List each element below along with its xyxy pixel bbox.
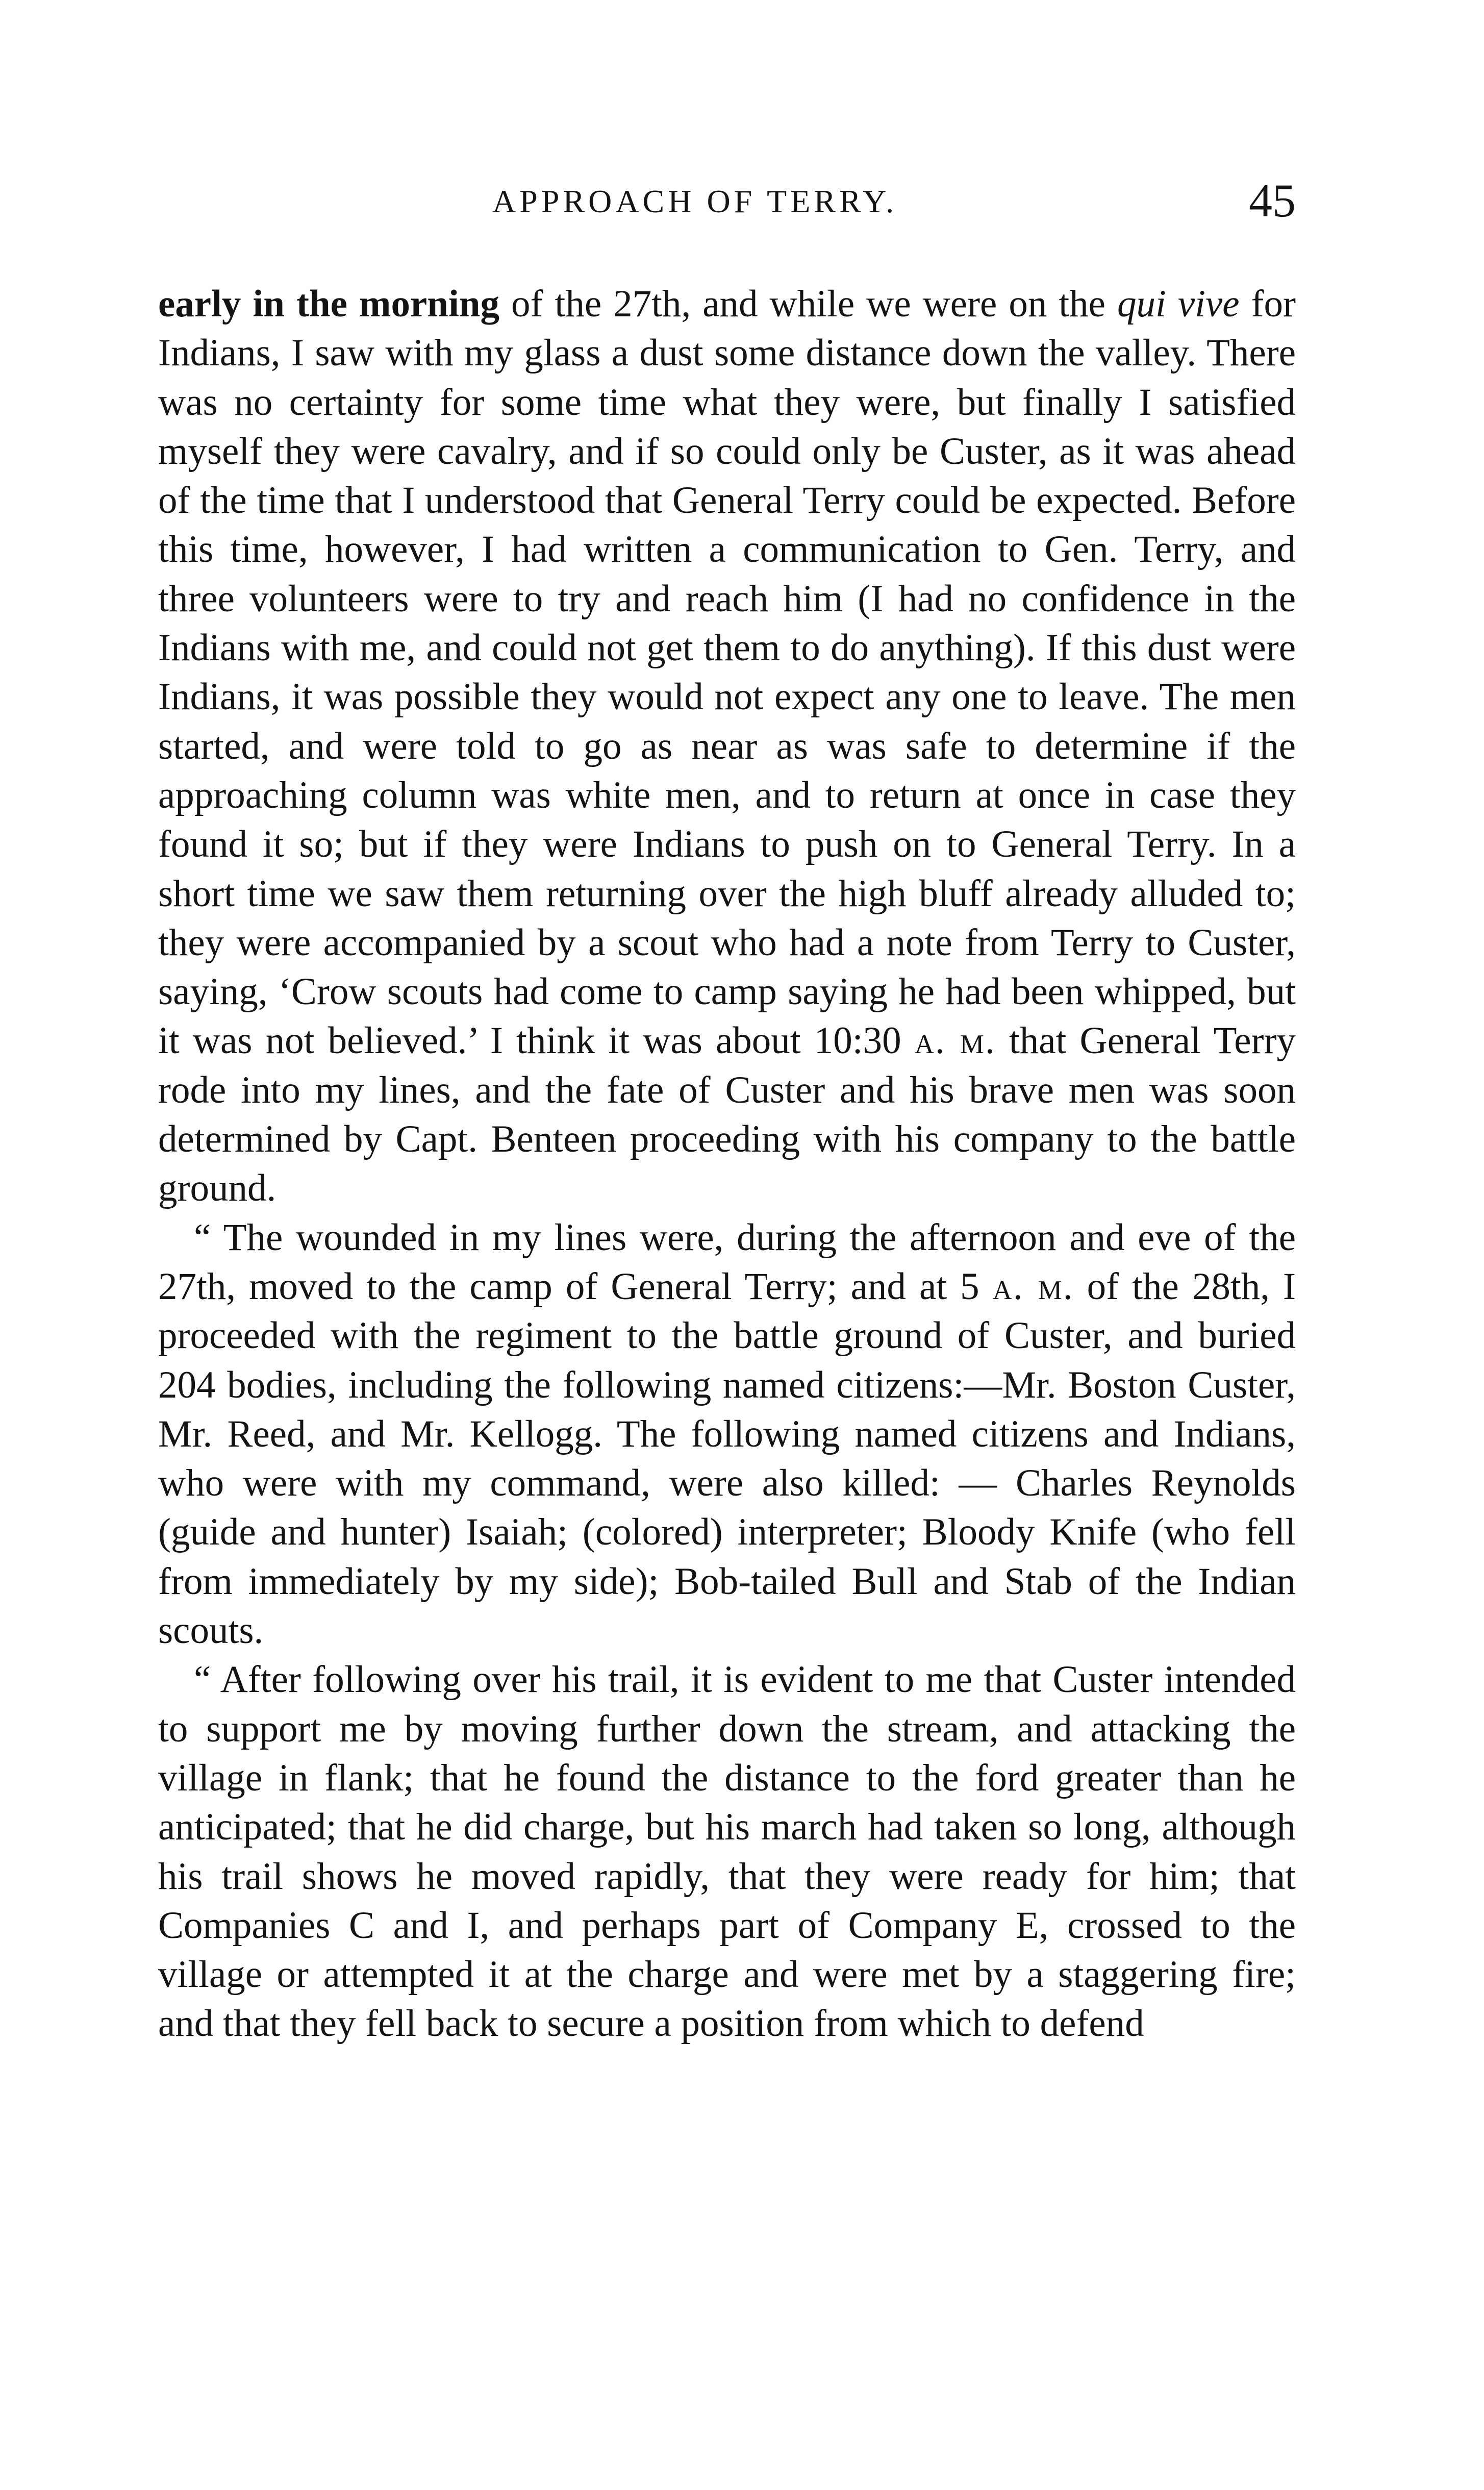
paragraph-1-seg-4: that General Terry rode into my lines, and the fate of Custer and his brave men was soon determined by Capt. Benteen proceeding with his company to the battle ground. bbox=[158, 1019, 1296, 1210]
body-text bbox=[158, 280, 1296, 2049]
page-header bbox=[158, 173, 1296, 235]
paragraph-2 bbox=[158, 1213, 1296, 1656]
running-head: APPROACH OF TERRY. bbox=[492, 183, 898, 219]
paragraph-1-seg-0: of the 27th, and while we were on the bbox=[499, 283, 1117, 325]
paragraph-1-seg-3: a. m. bbox=[914, 1019, 996, 1062]
paragraph-2-seg-1: a. m. bbox=[992, 1265, 1074, 1308]
paragraph-1-lead: early in the morning bbox=[158, 283, 499, 325]
paragraph-1-seg-2: for Indians, I saw with my glass a dust some distance down the valley. There was no certainty for some time what they were, but finally I satisfied myself they were cavalry, and if so could only be Custer, as it was ahead of the time that I understood that General Terry could be expected. Before this time, however, I had written a communication to Gen. Terry, and three volunteers were to try and reach him (I had no confidence in the Indians with me, and could not get them to do anything). If this dust were Indians, it was possible they would not expect any one to leave. The men started, and were told to go as near as was safe to determine if the approaching column was white men, and to return at once in case they found it so; but if they were Indians to push on to General Terry. In a short time we saw them returning over the high bluff already alluded to; they were accompanied by a scout who had a note from Terry to Custer, saying, ‘Crow scouts had come to camp saying he had been whipped, but it was not believed.’ I think it was about 10:30 bbox=[158, 283, 1296, 1062]
paragraph-2-seg-0: “ The wounded in my lines were, during the afternoon and eve of the 27th, moved to the camp of General Terry; and at 5 bbox=[158, 1216, 1296, 1308]
paragraph-2-seg-2: of the 28th, I proceeded with the regiment to the battle ground of Custer, and buried 204 bodies, including the following named citizens:—Mr. Boston Custer, Mr. Reed, and Mr. Kellogg. The following named citizens and Indians, who were with my command, were also killed: — Charles Reynolds (guide and hunter) Isaiah; (colored) interpreter; Bloody Knife (who fell from immediately by my side); Bob-tailed Bull and Stab of the Indian scouts. bbox=[158, 1265, 1296, 1652]
paragraph-3-seg-0: “ After following over his trail, it is evident to me that Custer intended to support me by moving further down the stream, and attacking the village in flank; that he found the distance to the ford greater than he anticipated; that he did charge, but his march had taken so long, although his trail shows he moved rapidly, that they were ready for him; that Companies C and I, and perhaps part of Company E, crossed to the village or attempted it at the charge and were met by a staggering fire; and that they fell back to secure a position from which to defend bbox=[158, 1658, 1296, 2045]
paragraph-1-seg-1: qui vive bbox=[1117, 283, 1240, 325]
paragraph-3 bbox=[158, 1655, 1296, 2048]
page-number: 45 bbox=[1249, 175, 1296, 227]
paragraph-1 bbox=[158, 280, 1296, 1213]
